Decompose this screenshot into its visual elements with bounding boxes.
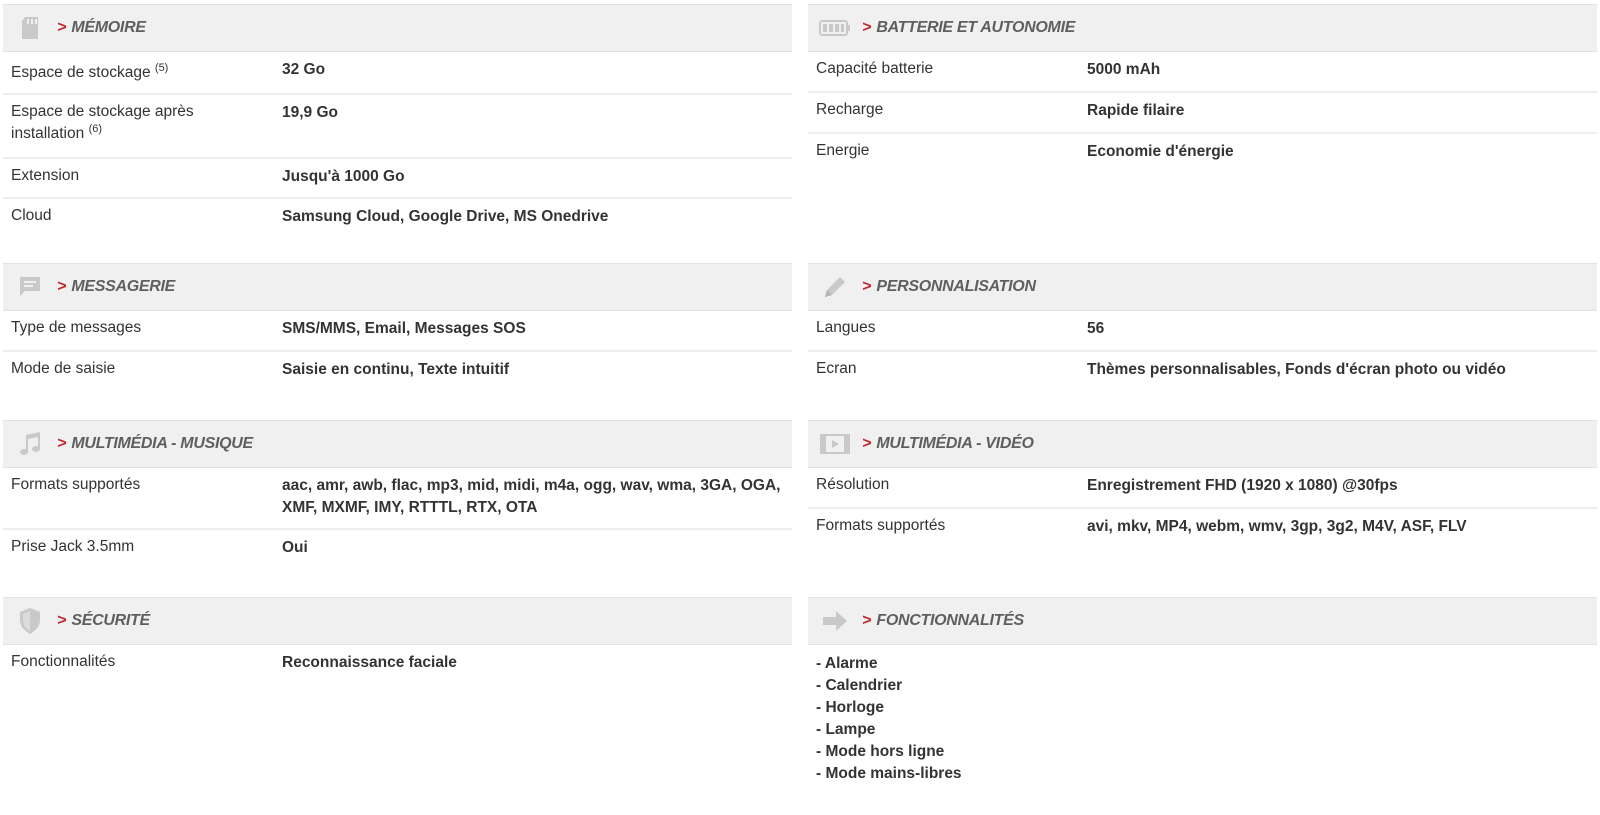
spec-label: Ecran xyxy=(808,352,1079,390)
section-video xyxy=(808,420,1597,547)
section-title: MÉMOIRE xyxy=(71,19,146,36)
header-chevron: > xyxy=(862,19,872,36)
spec-label: Fonctionnalités xyxy=(3,645,274,683)
list-item: - Lampe xyxy=(816,721,876,738)
spec-value: Reconnaissance faciale xyxy=(282,654,457,671)
spec-row xyxy=(808,509,1597,547)
spec-value: Jusqu'à 1000 Go xyxy=(282,168,405,185)
list-item: - Calendrier xyxy=(816,677,903,694)
spec-row xyxy=(808,134,1597,172)
spec-value: 56 xyxy=(1087,320,1105,337)
section-title: BATTERIE ET AUTONOMIE xyxy=(876,19,1076,36)
spec-label: Espace de stockage après installation $^{(6)}$ xyxy=(3,95,274,157)
message-icon xyxy=(13,273,47,301)
spec-value: avi, mkv, MP4, webm, wmv, 3gp, 3g2, M4V, ASF, FLV xyxy=(1087,518,1467,535)
section-personnalisation xyxy=(808,263,1597,390)
section-title: PERSONNALISATION xyxy=(876,278,1036,295)
header-chevron: > xyxy=(862,435,872,452)
spec-label: Résolution xyxy=(808,468,1079,507)
spec-row xyxy=(808,468,1597,509)
section-title: MULTIMÉDIA - VIDÉO xyxy=(876,435,1034,452)
spec-row xyxy=(3,159,792,199)
section-header-batterie xyxy=(808,4,1597,52)
spec-value: Oui xyxy=(282,539,308,556)
spec-row xyxy=(3,52,792,95)
spec-value: 32 Go xyxy=(282,61,326,78)
spec-row xyxy=(3,199,792,237)
section-musique xyxy=(3,420,792,568)
section-header-securite xyxy=(3,597,792,645)
section-batterie xyxy=(808,4,1597,172)
footnote-ref: (5) xyxy=(154,61,169,74)
arrow-right-icon xyxy=(818,607,852,635)
spec-row xyxy=(3,95,792,159)
list-item: - Alarme xyxy=(816,655,878,672)
spec-label: Espace de stockage $^{(5)}$ xyxy=(3,52,274,93)
shield-icon xyxy=(13,607,47,635)
pencil-icon xyxy=(818,273,852,301)
spec-value: Enregistrement FHD (1920 x 1080) @30fps xyxy=(1087,477,1398,494)
header-chevron: > xyxy=(862,612,872,629)
spec-label: Type de messages xyxy=(3,311,274,350)
section-title: MULTIMÉDIA - MUSIQUE xyxy=(71,435,253,452)
header-chevron: > xyxy=(57,612,67,629)
footnote-ref: (6) xyxy=(88,122,103,135)
spec-label: Cloud xyxy=(3,199,274,237)
battery-icon xyxy=(818,14,852,42)
spec-row xyxy=(808,311,1597,352)
header-chevron: > xyxy=(57,19,67,36)
list-item: - Mode hors ligne xyxy=(816,743,945,760)
spec-row xyxy=(3,468,792,530)
spec-label: Prise Jack 3.5mm xyxy=(3,530,274,568)
music-note-icon xyxy=(13,430,47,458)
spec-row xyxy=(3,311,792,352)
spec-value: Rapide filaire xyxy=(1087,102,1185,119)
section-header-messagerie xyxy=(3,263,792,311)
list-item: - Horloge xyxy=(816,699,885,716)
spec-row xyxy=(808,52,1597,93)
spec-label: Langues xyxy=(808,311,1079,350)
spec-row xyxy=(3,530,792,568)
section-title: MESSAGERIE xyxy=(71,278,176,295)
list-item: - Mode mains-libres xyxy=(816,765,962,782)
header-chevron: > xyxy=(57,278,67,295)
header-chevron: > xyxy=(862,278,872,295)
film-icon xyxy=(818,430,852,458)
spec-value: Saisie en continu, Texte intuitif xyxy=(282,361,510,378)
section-header-video xyxy=(808,420,1597,468)
section-header-musique xyxy=(3,420,792,468)
spec-label: Energie xyxy=(808,134,1079,172)
spec-row xyxy=(808,93,1597,134)
section-memoire xyxy=(3,4,792,237)
spec-label: Mode de saisie xyxy=(3,352,274,390)
section-header-memoire xyxy=(3,4,792,52)
spec-label: Formats supportés xyxy=(3,468,274,528)
spec-value: SMS/MMS, Email, Messages SOS xyxy=(282,320,526,337)
spec-value: aac, amr, awb, flac, mp3, mid, midi, m4a, ogg, wav, wma, 3GA, OGA, XMF, MXMF, IMY, RTTTL, RTX, OTA xyxy=(282,477,781,516)
section-header-personnalisation xyxy=(808,263,1597,311)
section-messagerie xyxy=(3,263,792,390)
section-title: FONCTIONNALITÉS xyxy=(876,612,1024,629)
section-header-fonctionnalites xyxy=(808,597,1597,645)
features-list xyxy=(808,645,1597,793)
spec-value: Samsung Cloud, Google Drive, MS Onedrive xyxy=(282,208,609,225)
spec-value: 5000 mAh xyxy=(1087,61,1161,78)
sd-card-icon xyxy=(13,14,47,42)
header-chevron: > xyxy=(57,435,67,452)
section-securite xyxy=(3,597,792,683)
spec-label: Capacité batterie xyxy=(808,52,1079,91)
spec-label: Formats supportés xyxy=(808,509,1079,547)
spec-label: Extension xyxy=(3,159,274,197)
spec-value: 19,9 Go xyxy=(282,104,338,121)
spec-value: Thèmes personnalisables, Fonds d'écran photo ou vidéo xyxy=(1087,361,1506,378)
spec-row xyxy=(3,645,792,683)
spec-value: Economie d'énergie xyxy=(1087,143,1234,160)
section-title: SÉCURITÉ xyxy=(71,612,150,629)
section-fonctionnalites xyxy=(808,597,1597,793)
spec-row xyxy=(3,352,792,390)
spec-row xyxy=(808,352,1597,390)
spec-label: Recharge xyxy=(808,93,1079,132)
